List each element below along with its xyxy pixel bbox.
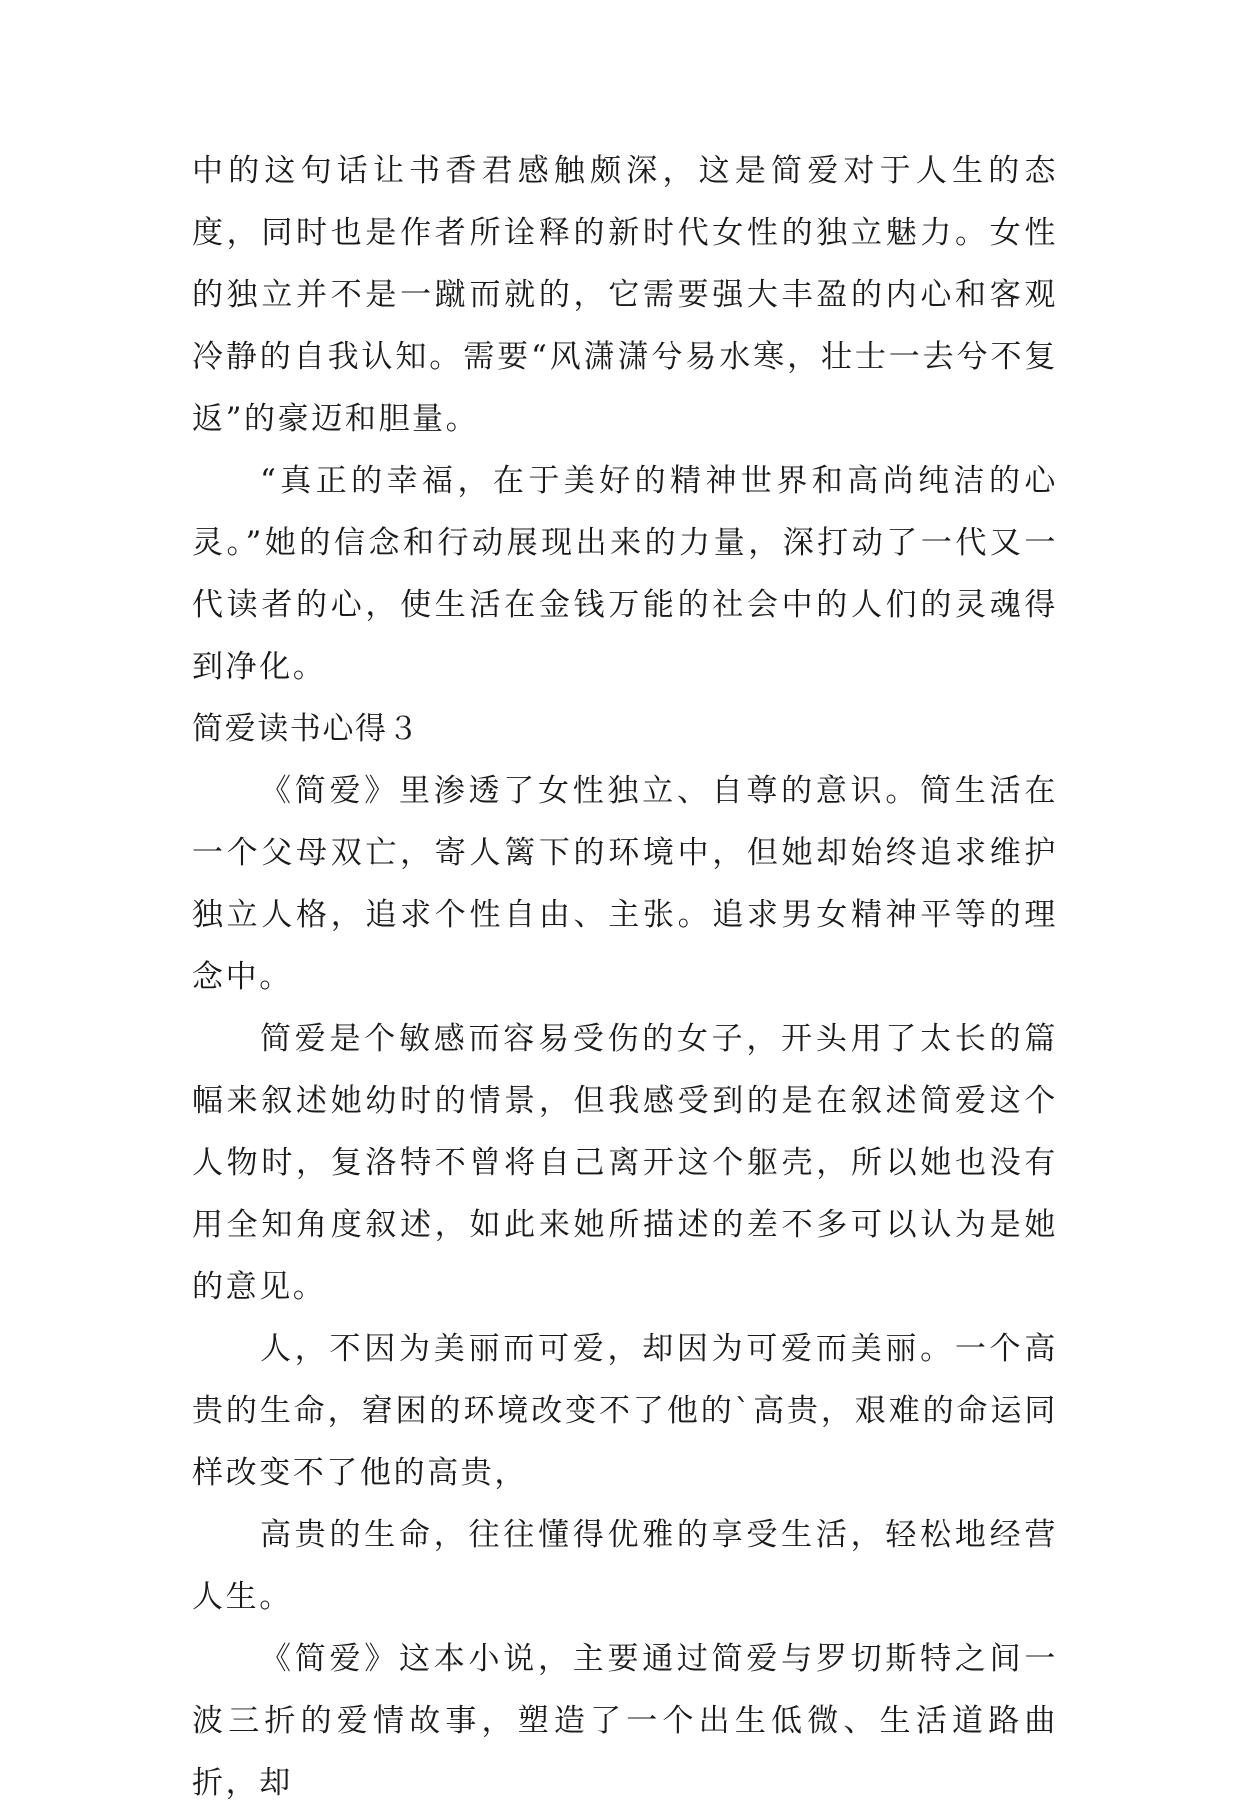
document-body <box>192 140 1058 1814</box>
section-heading: 简爱读书心得３ <box>192 711 421 747</box>
paragraph-noble-life: 人，不因为美丽而可爱，却因为可爱而美丽。一个高贵的生命，窘困的环境改变不了他的`高贵，艰难的命运同样改变不了他的高贵， <box>192 1331 1058 1491</box>
paragraph-continuation: 中的这句话让书香君感触颇深，这是简爱对于人生的态度，同时也是作者所诠释的新时代女性的独立魅力。女性的独立并不是一蹴而就的，它需要强大丰盈的内心和客观冷静的自我认知。需要“风潇潇兮易水寒，壮士一去兮不复返”的豪迈和胆量。 <box>192 153 1058 437</box>
paragraph-sensitive-woman: 简爱是个敏感而容易受伤的女子，开头用了太长的篇幅来叙述她幼时的情景，但我感受到的是在叙述简爱这个人物时，复洛特不曾将自己离开这个躯壳，所以她也没有用全知角度叙述，如此来她所描述的差不多可以认为是她的意见。 <box>192 1021 1058 1305</box>
paragraph-elegant-life: 高贵的生命，往往懂得优雅的享受生活，轻松地经营人生。 <box>192 1517 1058 1615</box>
paragraph-independence: 《简爱》里渗透了女性独立、自尊的意识。简生活在一个父母双亡，寄人篱下的环境中，但她却始终追求维护独立人格，追求个性自由、主张。追求男女精神平等的理念中。 <box>192 773 1058 995</box>
paragraph-happiness-quote: “真正的幸福，在于美好的精神世界和高尚纯洁的心灵。”她的信念和行动展现出来的力量，深打动了一代又一代读者的心，使生活在金钱万能的社会中的人们的灵魂得到净化。 <box>192 463 1058 685</box>
paragraph-novel-summary: 《简爱》这本小说，主要通过简爱与罗切斯特之间一波三折的爱情故事，塑造了一个出生低微、生活道路曲折，却 <box>192 1641 1058 1801</box>
